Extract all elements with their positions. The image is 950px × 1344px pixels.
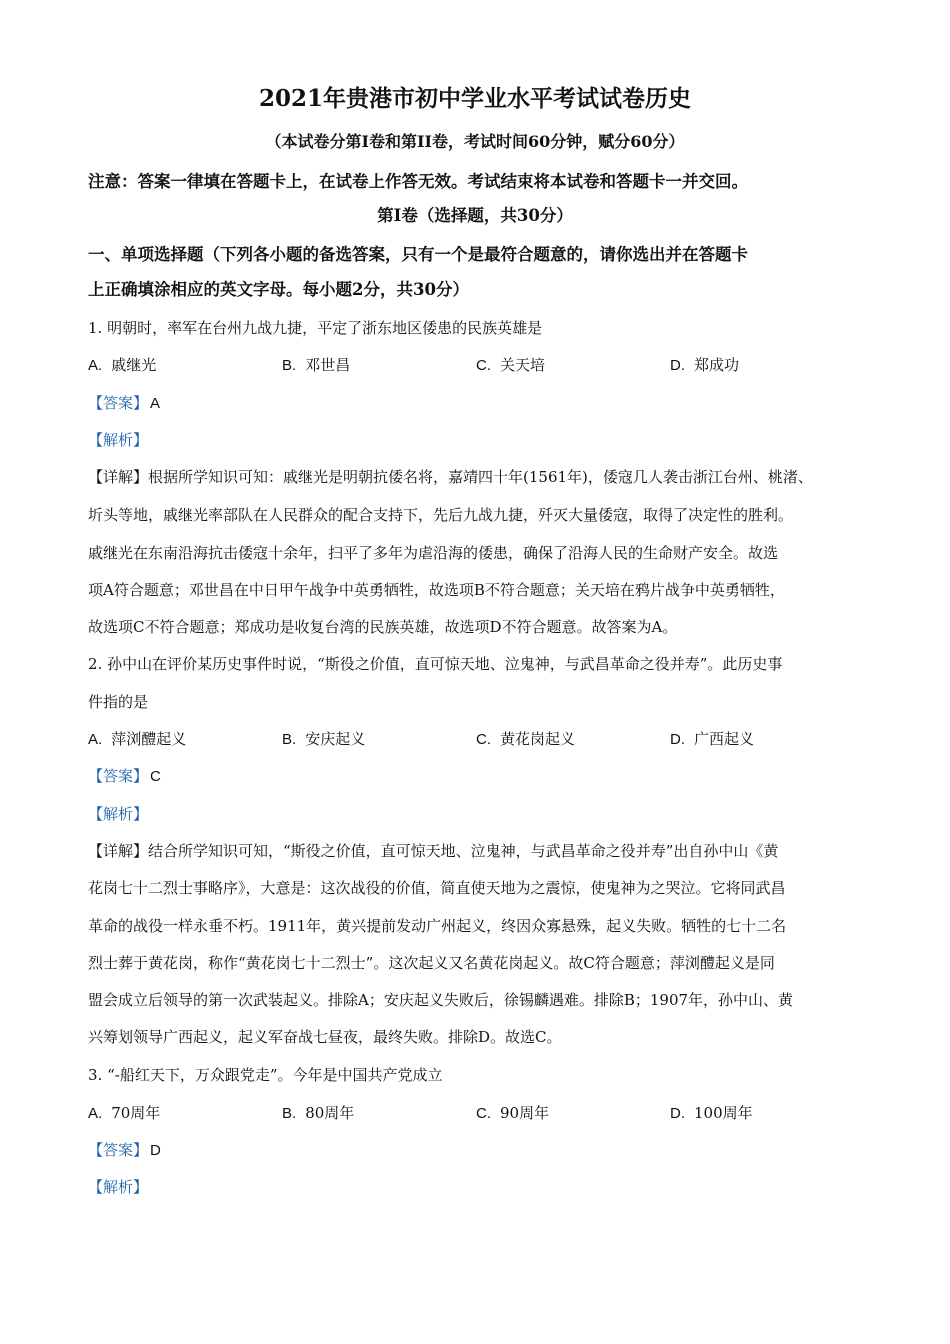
page-title: 2021年贵港市初中学业水平考试试卷历史 xyxy=(258,85,691,112)
option-letter: C. xyxy=(476,1105,491,1122)
question-2-detail-line-6: 兴筹划领导广西起义，起义军奋战七昼夜，最终失败。排除D。故选C。 xyxy=(88,1028,562,1046)
question-2-option-a xyxy=(88,729,186,750)
question-3-analysis xyxy=(88,1177,864,1197)
answer-value: D xyxy=(150,1142,161,1159)
analysis-tag: 【解析】 xyxy=(88,431,149,449)
question-2-detail-line-4: 烈士葬于黄花岗，称作“黄花岗七十二烈士”。这次起义又名黄花岗起义。故C符合题意；萍浏醴起义是同 xyxy=(88,954,775,972)
option-text: 100周年 xyxy=(694,1104,753,1122)
question-2-stem-line-2: 件指的是 xyxy=(88,693,149,711)
option-letter: B. xyxy=(282,357,297,374)
question-2-option-d xyxy=(670,729,754,750)
question-2-stem-line-1: 2. 孙中山在评价某历史事件时说，“斯役之价值，直可惊天地、泣鬼神，与武昌革命之役并寿”。此历史事 xyxy=(88,655,783,673)
question-1-option-b xyxy=(282,355,350,376)
question-1-option-a xyxy=(88,355,156,376)
question-3-option-a xyxy=(88,1103,160,1124)
option-text: 戚继光 xyxy=(111,356,157,374)
option-letter: B. xyxy=(282,731,297,748)
detail-text: 结合所学知识可知，“斯役之价值，直可惊天地、泣鬼神，与武昌革命之役并寿”出自孙中山《黄 xyxy=(148,842,779,860)
answer-tag: 【答案】 xyxy=(88,1141,149,1159)
detail-tag: 【详解】 xyxy=(88,842,149,860)
question-2-answer xyxy=(88,766,864,787)
detail-text: 根据所学知识可知：戚继光是明朝抗倭名将，嘉靖四十年(1561年)，倭寇几人袭击浙江台州、桃渚、 xyxy=(148,468,813,486)
question-1-option-d xyxy=(670,355,739,376)
option-text: 广西起义 xyxy=(694,730,755,748)
question-2-analysis xyxy=(88,804,864,824)
answer-value: A xyxy=(150,395,161,412)
answer-tag: 【答案】 xyxy=(88,767,149,785)
answer-tag: 【答案】 xyxy=(88,394,149,412)
instructions-line-2: 上正确填涂相应的英文字母。每小题2分，共30分） xyxy=(88,280,469,299)
option-text: 90周年 xyxy=(500,1104,550,1122)
question-2-detail-line-1 xyxy=(88,841,878,861)
option-text: 80周年 xyxy=(305,1104,355,1122)
detail-tag: 【详解】 xyxy=(88,468,149,486)
option-text: 邓世昌 xyxy=(305,356,351,374)
exam-notice: 注意：答案一律填在答题卡上，在试卷上作答无效。考试结束将本试卷和答题卡一并交回。 xyxy=(88,172,748,191)
option-text: 关天培 xyxy=(500,356,546,374)
question-3-option-b xyxy=(282,1103,354,1124)
exam-subtitle: （本试卷分第Ⅰ卷和第II卷，考试时间60分钟，赋分60分） xyxy=(265,132,685,151)
option-letter: D. xyxy=(670,1105,685,1122)
option-text: 黄花岗起义 xyxy=(500,730,576,748)
question-1-option-c xyxy=(476,355,545,376)
option-letter: C. xyxy=(476,357,491,374)
question-2-option-b xyxy=(282,729,365,750)
section-title: 第Ⅰ卷（选择题，共30分） xyxy=(377,206,573,225)
option-text: 萍浏醴起义 xyxy=(111,730,187,748)
question-3-stem: 3. “-船红天下，万众跟党走”。今年是中国共产党成立 xyxy=(88,1066,443,1084)
question-1-detail-line-3: 戚继光在东南沿海抗击倭寇十余年，扫平了多年为虐沿海的倭患，确保了沿海人民的生命财产安全。故选 xyxy=(88,544,779,562)
question-2-detail-line-5: 盟会成立后领导的第一次武装起义。排除A；安庆起义失败后，徐锡麟遇难。排除B；1907年，孙中山、黄 xyxy=(88,991,794,1009)
option-letter: C. xyxy=(476,731,491,748)
question-2-detail-line-2: 花岗七十二烈士事略序》，大意是：这次战役的价值，简直使天地为之震惊，使鬼神为之哭泣。它将同武昌 xyxy=(88,879,786,897)
analysis-tag: 【解析】 xyxy=(88,805,149,823)
question-2-detail-line-3: 革命的战役一样永垂不朽。1911年，黄兴提前发动广州起义，终因众寡悬殊，起义失败。牺牲的七十二名 xyxy=(88,917,787,935)
question-3-option-d xyxy=(670,1103,753,1124)
question-1-analysis xyxy=(88,430,864,450)
question-1-answer xyxy=(88,393,864,414)
question-1-detail-line-2: 圻头等地，戚继光率部队在人民群众的配合支持下，先后九战九捷，歼灭大量倭寇，取得了决定性的胜利。 xyxy=(88,506,794,524)
question-2-option-c xyxy=(476,729,575,750)
answer-value: C xyxy=(150,768,161,785)
option-text: 70周年 xyxy=(111,1104,161,1122)
question-3-options xyxy=(88,1103,868,1125)
analysis-tag: 【解析】 xyxy=(88,1178,149,1196)
option-letter: D. xyxy=(670,357,685,374)
question-1-detail-line-5: 故选项C不符合题意；郑成功是收复台湾的民族英雄，故选项D不符合题意。故答案为A。 xyxy=(88,618,678,636)
question-2-options xyxy=(88,729,868,751)
question-1-detail-line-4: 项A符合题意；邓世昌在中日甲午战争中英勇牺牲，故选项B不符合题意；关天培在鸦片战争中英勇牺牲， xyxy=(88,581,785,599)
option-letter: D. xyxy=(670,731,685,748)
question-1-stem: 1. 明朝时，率军在台州九战九捷，平定了浙东地区倭患的民族英雄是 xyxy=(88,319,543,337)
question-1-detail-line-1 xyxy=(88,467,878,487)
instructions-line-1: 一、单项选择题（下列各小题的备选答案，只有一个是最符合题意的，请你选出并在答题卡 xyxy=(88,245,748,264)
question-1-options xyxy=(88,355,868,377)
question-3-answer xyxy=(88,1140,864,1161)
question-3-option-c xyxy=(476,1103,549,1124)
option-letter: B. xyxy=(282,1105,297,1122)
option-letter: A. xyxy=(88,357,103,374)
option-letter: A. xyxy=(88,731,103,748)
option-text: 郑成功 xyxy=(694,356,740,374)
option-letter: A. xyxy=(88,1105,103,1122)
option-text: 安庆起义 xyxy=(305,730,366,748)
